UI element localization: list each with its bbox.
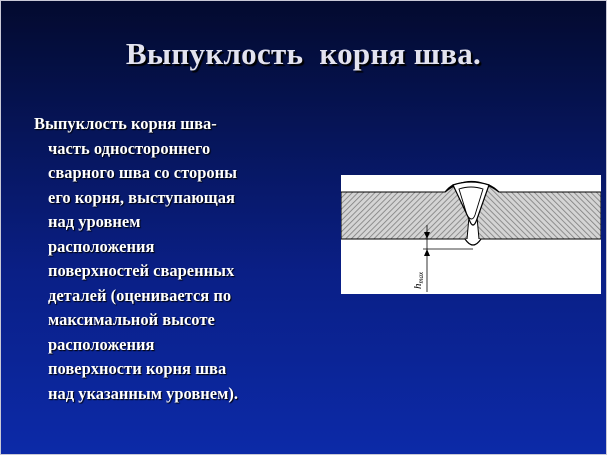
definition-line: максимальной высоте [48, 310, 215, 329]
definition-line: часть одностороннего [48, 138, 211, 158]
definition-line: сварного шва со стороны [48, 163, 238, 182]
definition-line: его корня, выступающая [48, 187, 235, 207]
definition-line: расположения [48, 334, 155, 354]
right-plate [477, 185, 601, 239]
definition-line: над указанным уровнем). [48, 383, 238, 403]
definition-line: над уровнем [48, 212, 141, 231]
definition-line: поверхности корня шва [48, 359, 227, 378]
dimension-label-main: h [412, 283, 424, 289]
weld-root-diagram [341, 175, 601, 294]
dimension-label-sub: max [417, 271, 425, 284]
definition-line: Выпуклость корня шва- [34, 114, 217, 133]
definition-line: расположения [48, 236, 155, 256]
root-convexity [465, 239, 481, 245]
weld-diagram-svg [341, 175, 601, 294]
slide-title: Выпуклость корня шва. [125, 36, 482, 71]
dimension-label [412, 271, 425, 289]
left-plate [341, 185, 469, 239]
definition-line: поверхностей сваренных [48, 261, 235, 280]
definition-text [34, 112, 319, 406]
arrow-bottom [424, 249, 430, 256]
definition-line: деталей (оценивается по [48, 285, 232, 305]
